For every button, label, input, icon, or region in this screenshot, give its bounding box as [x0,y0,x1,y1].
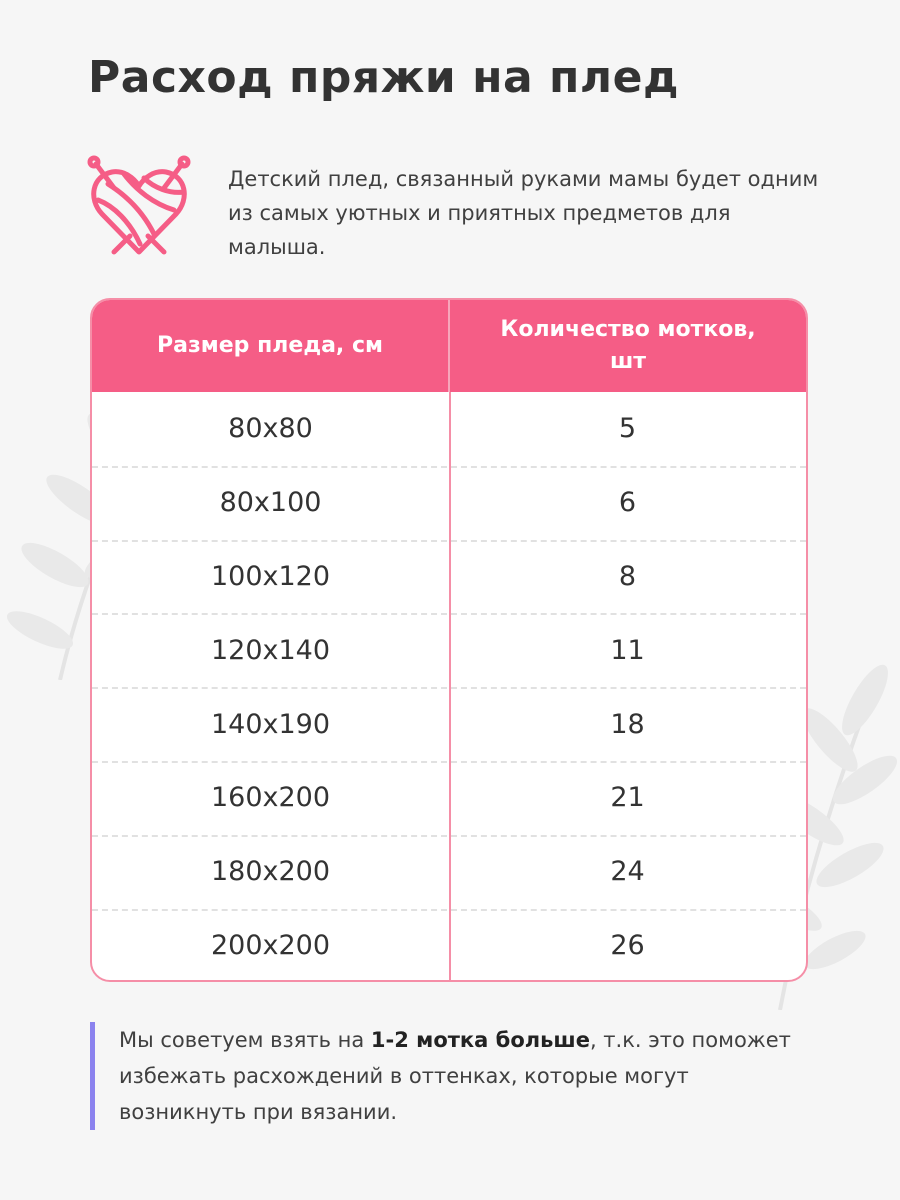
header-skeins-label: Количество мотков, шт [500,317,756,374]
table-row [92,761,806,835]
skeins-cell: 6 [618,487,637,519]
skeins-cell: 8 [618,560,637,592]
page-title: Расход пряжи на плед [88,52,679,103]
table-row [92,540,806,614]
header-skeins [450,300,806,392]
size-cell: 160x200 [210,782,331,814]
table-row [92,466,806,540]
advice-highlight: 1-2 мотка больше [370,1028,590,1052]
skeins-cell: 26 [610,929,645,961]
size-cell: 180x200 [210,856,331,888]
table-row [92,392,806,466]
table-row [92,613,806,687]
table-row [92,909,806,982]
size-cell: 80x100 [219,487,322,519]
skeins-cell: 11 [610,634,645,666]
size-cell: 120x140 [210,634,331,666]
intro-text: Детский плед, связанный руками мамы будет одним из самых уютных и приятных предметов для малыша. [228,167,819,259]
skeins-cell: 18 [610,708,645,740]
size-cell: 140x190 [210,708,331,740]
skeins-cell: 5 [618,413,637,445]
size-cell: 200x200 [210,929,331,961]
table-body [92,392,806,982]
size-cell: 80x80 [228,413,313,445]
advice-note [90,1022,820,1130]
skeins-cell: 21 [610,782,645,814]
advice-text [119,1022,820,1130]
size-cell: 100x120 [210,560,331,592]
table-row [92,687,806,761]
header-size [92,300,450,392]
table-header [92,300,806,392]
yarn-heart-icon [84,154,194,264]
table-row [92,835,806,909]
header-size-label: Размер пледа, см [157,333,383,358]
advice-text-start: Мы советуем взять на [119,1028,371,1052]
advice-text-end: , т.к. это поможет избежать расхождений в оттенках, которые могут возникнуть при вязании. [119,1028,791,1124]
skeins-cell: 24 [610,856,645,888]
yarn-table [90,298,808,982]
